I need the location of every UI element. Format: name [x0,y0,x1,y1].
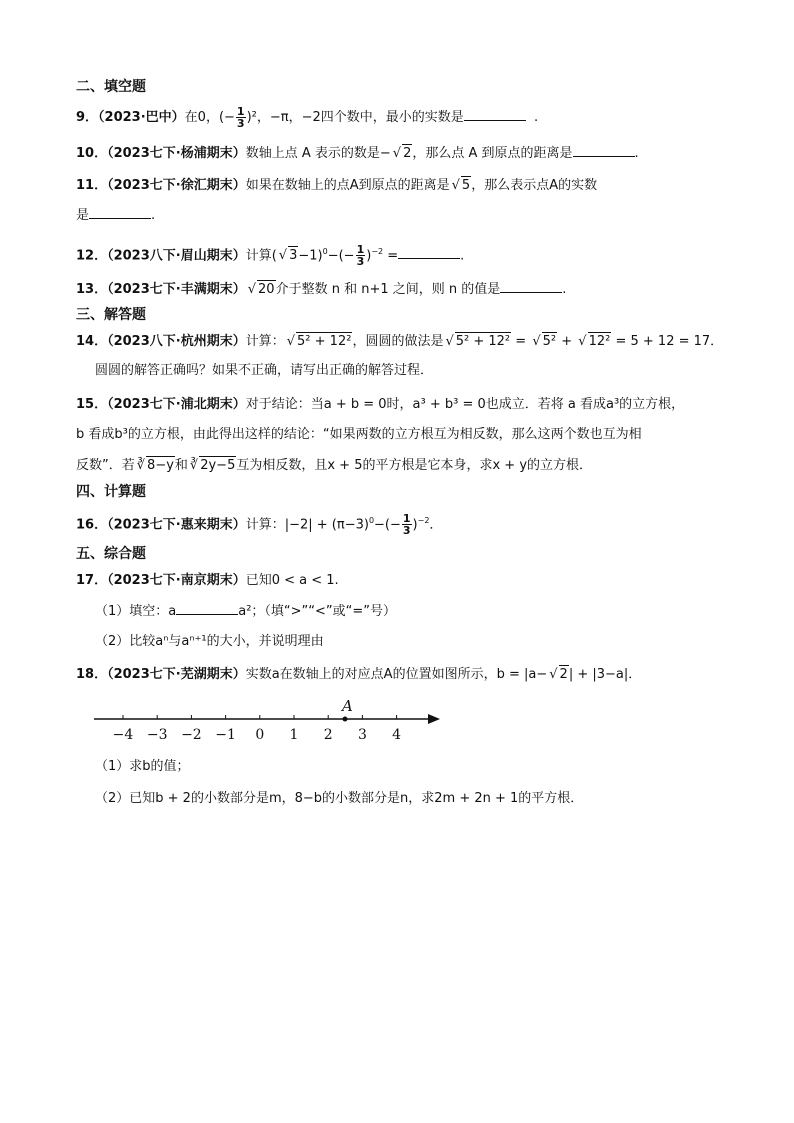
tick-label: 1 [289,727,299,743]
question-text: a²；（填“>”“<”或“=”号） [238,604,397,619]
question-text: . [151,208,156,223]
radical: √ 3 [278,248,298,264]
tick-label: 2 [323,727,333,743]
section-calc: 四、计算题 [76,484,146,500]
radical: √ 20 [247,282,275,297]
answer-blank[interactable] [573,144,635,157]
radicand: 5² + 12² [297,334,352,349]
question-source: （2023·巴中） [98,110,185,125]
question-16 [76,512,442,536]
question-15-line2: b 看成b³的立方根，由此得出这样的结论：“如果两数的立方根互为相反数，那么这两个数也互为相 [76,427,642,442]
radical: ∛ 8−y [136,458,174,473]
question-text: 对于结论：当a + b = 0时，a³ + b³ = 0也成立．若将 a 看成a³的立方根， [245,397,685,412]
question-17-part1 [95,602,396,621]
question-source: （2023七下·浦北期末） [107,397,246,412]
number-line [90,695,450,745]
radicand: 8−y [147,458,174,473]
question-number: 9． [76,110,99,125]
denominator: 3 [236,117,245,130]
question-text: . [634,146,639,161]
radical: √ 5² + 12² [286,334,352,349]
question-text: 反数”．若 [76,458,135,473]
question-number: 17． [76,573,108,588]
radicand: 5² + 12² [455,334,511,349]
tick-label: −1 [215,727,236,743]
question-source: （2023七下·芜湖期末） [107,667,246,682]
question-text: . [562,282,567,297]
answer-blank[interactable] [176,602,238,615]
question-number: 10． [76,146,108,161]
question-text: 计算：|−2| + (π−3) [245,517,369,533]
question-14-cont: 圆圆的解答正确吗？如果不正确，请写出正确的解答过程． [95,363,434,378]
question-number: 15． [76,397,108,412]
question-number: 16． [76,517,108,533]
question-text: 实数a在数轴上的对应点A的位置如图所示，b = |a− [245,667,548,682]
radical: √ 5² [532,334,557,349]
question-18-part2: （2）已知b + 2的小数部分是m，8−b的小数部分是n，求2m + 2n + 1的平方根． [95,791,584,806]
question-text: . [534,110,539,125]
question-text: + [557,334,577,349]
denominator: 3 [402,524,411,538]
question-17-part2: （2）比较aⁿ与aⁿ⁺¹的大小，并说明理由 [95,634,324,649]
question-source: （2023八下·眉山期末） [107,248,246,264]
question-text: . [460,248,465,264]
question-text: ) [366,248,372,264]
question-text: ． [429,517,443,533]
arrow-icon [428,714,440,724]
question-17 [76,572,339,590]
question-source: （2023八下·杭州期末） [107,334,246,349]
numerator: 1 [402,512,411,526]
point-a-label: A [342,697,353,715]
question-text: )²，−π，−2四个数中，最小的实数是 [246,110,464,125]
question-14 [76,332,723,351]
fraction [236,106,246,129]
numerator: 1 [236,105,245,118]
radical: √ 5 [451,178,471,193]
question-15 [76,396,684,414]
question-11 [76,176,597,195]
question-source: （2023七下·徐汇期末） [107,178,246,193]
question-15-line3 [76,456,592,475]
question-text: | + |3−a|． [568,667,642,682]
radical: √ 5² + 12² [445,334,511,349]
question-text: 计算： [245,334,285,349]
denominator: 3 [356,255,365,269]
tick-label: −3 [146,727,168,743]
tick-label: −2 [181,727,202,743]
question-text: 和 [174,458,188,473]
question-text: = [511,334,531,349]
question-text: （1）填空：a [95,604,177,619]
answer-blank[interactable] [464,108,526,121]
question-10 [76,144,639,163]
radical: ∛ 2y−5 [189,458,236,473]
question-text: 是 [76,208,90,223]
question-text: −(− [374,517,401,533]
exponent: −2 [417,516,430,525]
question-18-part1: （1）求b的值； [95,759,190,774]
radical: √ 2 [392,146,412,161]
answer-blank[interactable] [398,246,460,259]
radicand: 3 [289,248,298,264]
question-text: 互为相反数，且x + 5的平方根是它本身，求x + y的立方根． [236,458,593,473]
question-source: （2023七下·丰满期末） [107,282,246,297]
question-text: 计算( [245,248,277,264]
question-text: = [387,248,399,264]
question-source: （2023七下·南京期末） [107,573,246,588]
answer-blank[interactable] [89,206,151,219]
question-text: 已知0 < a < 1. [245,573,339,588]
tick-label: 4 [392,727,402,743]
question-text: 数轴上点 A 表示的数是− [245,146,391,161]
exponent: −2 [371,247,384,256]
radicand: 2 [403,146,412,161]
question-13 [76,280,566,299]
question-18 [76,665,641,684]
question-11-cont [76,206,155,225]
point-a-marker [343,717,348,722]
question-text: ，圆圆的做法是 [352,334,444,349]
question-text: ，那么表示点A的实数 [471,178,598,193]
section-fill-blank: 二、填空题 [76,79,146,95]
radicand: 5 [461,178,471,193]
question-source: （2023七下·惠来期末） [107,517,246,533]
exponent: 0 [368,516,375,525]
radicand: 5² [542,334,557,349]
question-source: （2023七下·杨浦期末） [107,146,246,161]
fraction [356,244,366,267]
fraction [402,513,412,536]
question-number: 18． [76,667,108,682]
radicand: 12² [588,334,611,349]
section-comprehensive: 五、综合题 [76,546,146,562]
answer-blank[interactable] [500,280,562,293]
tick-label: −4 [112,727,134,743]
tick-label: 0 [255,727,265,743]
radical: √ 12² [578,334,611,349]
question-text: 介于整数 n 和 n+1 之间，则 n 的值是 [275,282,501,297]
question-text: 如果在数轴上的点A到原点的距离是 [245,178,450,193]
question-text: 在0，(− [184,110,235,125]
section-answer: 三、解答题 [76,307,146,323]
question-text: ，那么点 A 到原点的距离是 [412,146,573,161]
exponent: 0 [322,247,328,256]
numerator: 1 [356,243,365,257]
question-number: 14． [76,334,108,349]
radicand: 2y−5 [200,458,236,473]
tick-label: 3 [357,727,367,743]
question-number: 11． [76,178,108,193]
question-9 [76,106,538,129]
question-text: −1) [298,248,323,264]
radicand: 20 [258,282,275,297]
question-number: 13． [76,282,108,297]
radical: √ 2 [549,667,568,682]
question-text: ) [412,517,418,533]
question-text: = 5 + 12 = 17． [611,334,724,349]
question-number: 12． [76,248,108,264]
question-text: −(− [327,248,355,264]
radicand: 2 [559,667,568,682]
question-12 [76,243,464,267]
